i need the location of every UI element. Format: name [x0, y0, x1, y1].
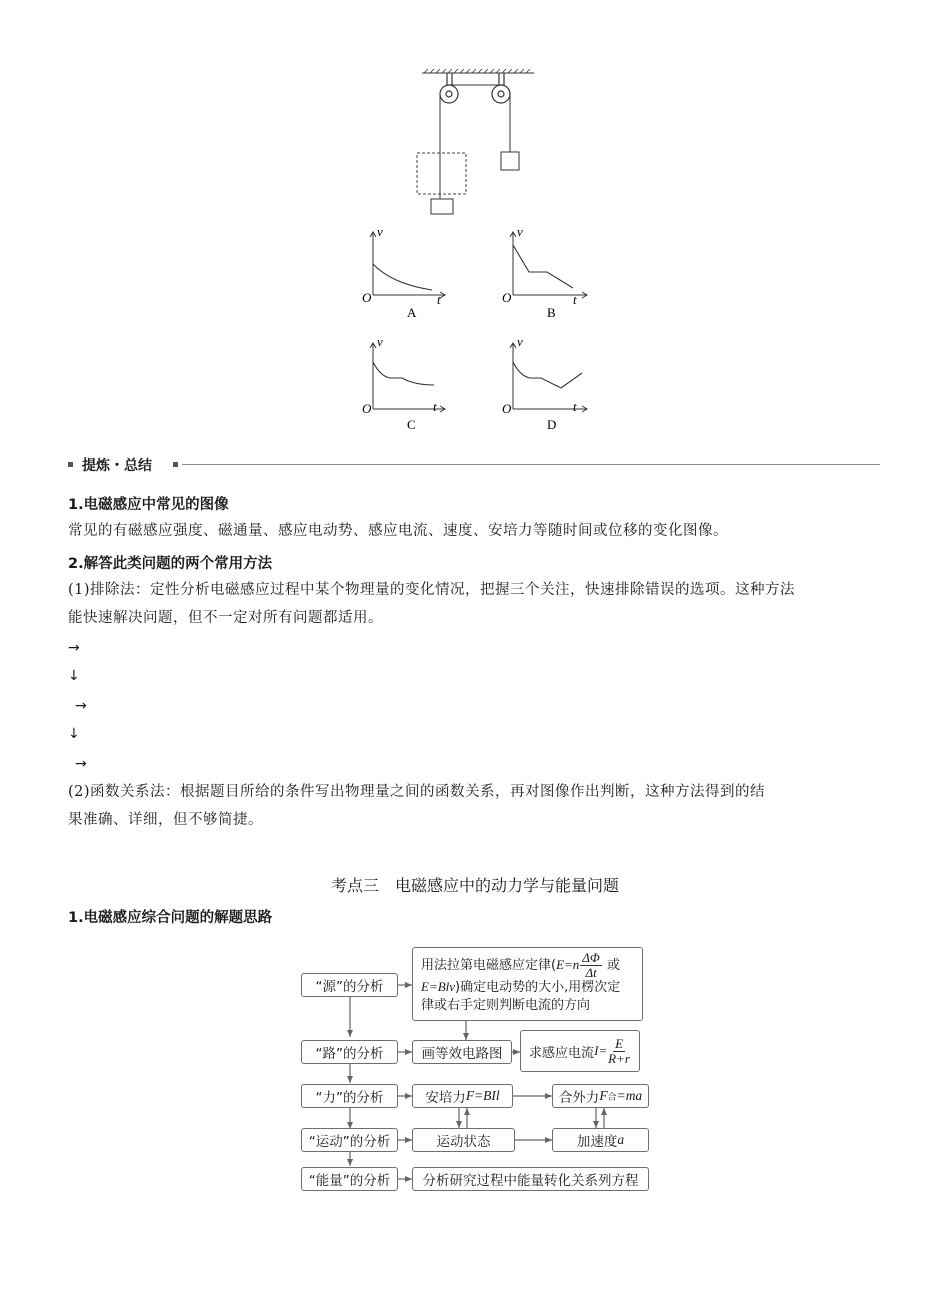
- source-blv-formula: E=Blv: [421, 979, 456, 994]
- graph-a-v-label: v: [377, 224, 383, 239]
- graph-d-origin: O: [502, 401, 512, 416]
- flow-circuit-analysis: “路”的分析: [301, 1040, 398, 1064]
- source-line3: 律或右手定则判断电流的方向: [421, 998, 591, 1013]
- right-arrow-icon: →: [68, 640, 80, 656]
- net-subscript: 合: [607, 1092, 617, 1103]
- graph-c-caption: C: [407, 417, 416, 432]
- paragraph-3-line-1: (2)函数关系法：根据题目所给的条件写出物理量之间的函数关系，再对图像作出判断，这种方法得到的结: [68, 784, 766, 800]
- graph-d-v-label: v: [517, 334, 523, 349]
- heading-2: 2.解答此类问题的两个常用方法: [68, 556, 273, 572]
- graph-b: [510, 232, 587, 298]
- current-numerator: E: [615, 1035, 624, 1051]
- graph-c-t-label: t: [433, 399, 437, 414]
- frac-denominator: Δt: [585, 965, 597, 980]
- graph-a: [370, 232, 445, 298]
- current-prefix: 求感应电流: [529, 1045, 595, 1061]
- header-bullet-icon: [68, 462, 73, 467]
- heading-1: 1.电磁感应中常见的图像: [68, 497, 229, 513]
- net-suffix: =ma: [616, 1088, 643, 1103]
- paragraph-2-line-1: (1)排除法：定性分析电磁感应过程中某个物理量的变化情况，把握三个关注，快速排除错误的选项。这种方法: [68, 582, 796, 598]
- magnetic-field-region: [417, 153, 466, 194]
- sub-heading: 1.电磁感应综合问题的解题思路: [68, 910, 273, 926]
- acceleration-var: a: [617, 1132, 625, 1147]
- down-arrow-icon: ↓: [68, 726, 80, 742]
- current-fraction: [608, 1037, 630, 1066]
- paragraph-3-line-2: 果准确、详细，但不够简捷。: [68, 812, 263, 828]
- flow-force-analysis: “力”的分析: [301, 1084, 398, 1108]
- flow-energy-analysis: “能量”的分析: [301, 1167, 398, 1191]
- graph-b-caption: B: [547, 305, 556, 320]
- ceiling: [422, 69, 534, 73]
- paragraph-1: 常见的有磁感应强度、磁通量、感应电动势、感应电流、速度、安培力等随时间或位移的变化图像。: [68, 523, 728, 539]
- section-title: 考点三 电磁感应中的动力学与能量问题: [330, 876, 619, 895]
- flow-acceleration: [552, 1128, 649, 1152]
- block-right: [501, 152, 519, 170]
- source-emf-formula: E=n: [556, 957, 580, 972]
- graph-c-v-label: v: [377, 334, 383, 349]
- section-header: [68, 458, 880, 474]
- paragraph-2-line-2: 能快速解决问题，但不一定对所有问题都适用。: [68, 610, 383, 626]
- right-arrow-icon: →: [75, 698, 87, 714]
- down-arrow-icon: ↓: [68, 668, 80, 684]
- block-left: [431, 199, 453, 214]
- graph-a-origin: O: [362, 290, 372, 305]
- graph-c-origin: O: [362, 401, 372, 416]
- graph-a-caption: A: [407, 305, 417, 320]
- net-prefix: 合外力: [558, 1090, 600, 1106]
- net-formula: F: [599, 1088, 608, 1103]
- flow-energy-equation: 分析研究过程中能量转化关系列方程: [412, 1167, 649, 1191]
- graph-b-t-label: t: [573, 292, 577, 307]
- graph-d-t-label: t: [573, 399, 577, 414]
- section-header-text: 提炼・总结: [82, 458, 152, 474]
- frac-numerator: ΔΦ: [582, 950, 600, 965]
- graph-b-v-label: v: [517, 224, 523, 239]
- flow-net-force: [552, 1084, 649, 1108]
- header-bullet-icon: [173, 462, 178, 467]
- current-denominator: R+r: [608, 1050, 630, 1066]
- source-line2-text: )确定电动势的大小,用楞次定: [455, 980, 621, 995]
- ampere-prefix: 安培力: [425, 1090, 466, 1106]
- graph-a-t-label: t: [437, 292, 441, 307]
- pulley-figure: [0, 0, 950, 445]
- ampere-formula: F=BIl: [465, 1088, 500, 1103]
- flow-induced-current: [520, 1030, 640, 1072]
- flow-source-detail: [412, 947, 643, 1021]
- pulley-right: [492, 73, 510, 103]
- graph-d-caption: D: [547, 417, 557, 432]
- flow-equivalent-circuit: 画等效电路图: [412, 1040, 512, 1064]
- right-arrow-icon: →: [75, 756, 87, 772]
- current-var: I=: [594, 1043, 608, 1058]
- source-line1-suffix: 或: [606, 958, 620, 973]
- acceleration-prefix: 加速度: [576, 1134, 618, 1150]
- pulley-left: [440, 73, 458, 103]
- flow-motion-analysis: “运动”的分析: [301, 1128, 398, 1152]
- header-rule: [182, 464, 880, 465]
- flow-source-analysis: “源”的分析: [301, 973, 398, 997]
- graph-b-origin: O: [502, 290, 512, 305]
- source-line1-prefix: 用法拉第电磁感应定律(: [421, 958, 557, 973]
- flow-motion-state: 运动状态: [412, 1128, 515, 1152]
- flow-ampere-force: [412, 1084, 513, 1108]
